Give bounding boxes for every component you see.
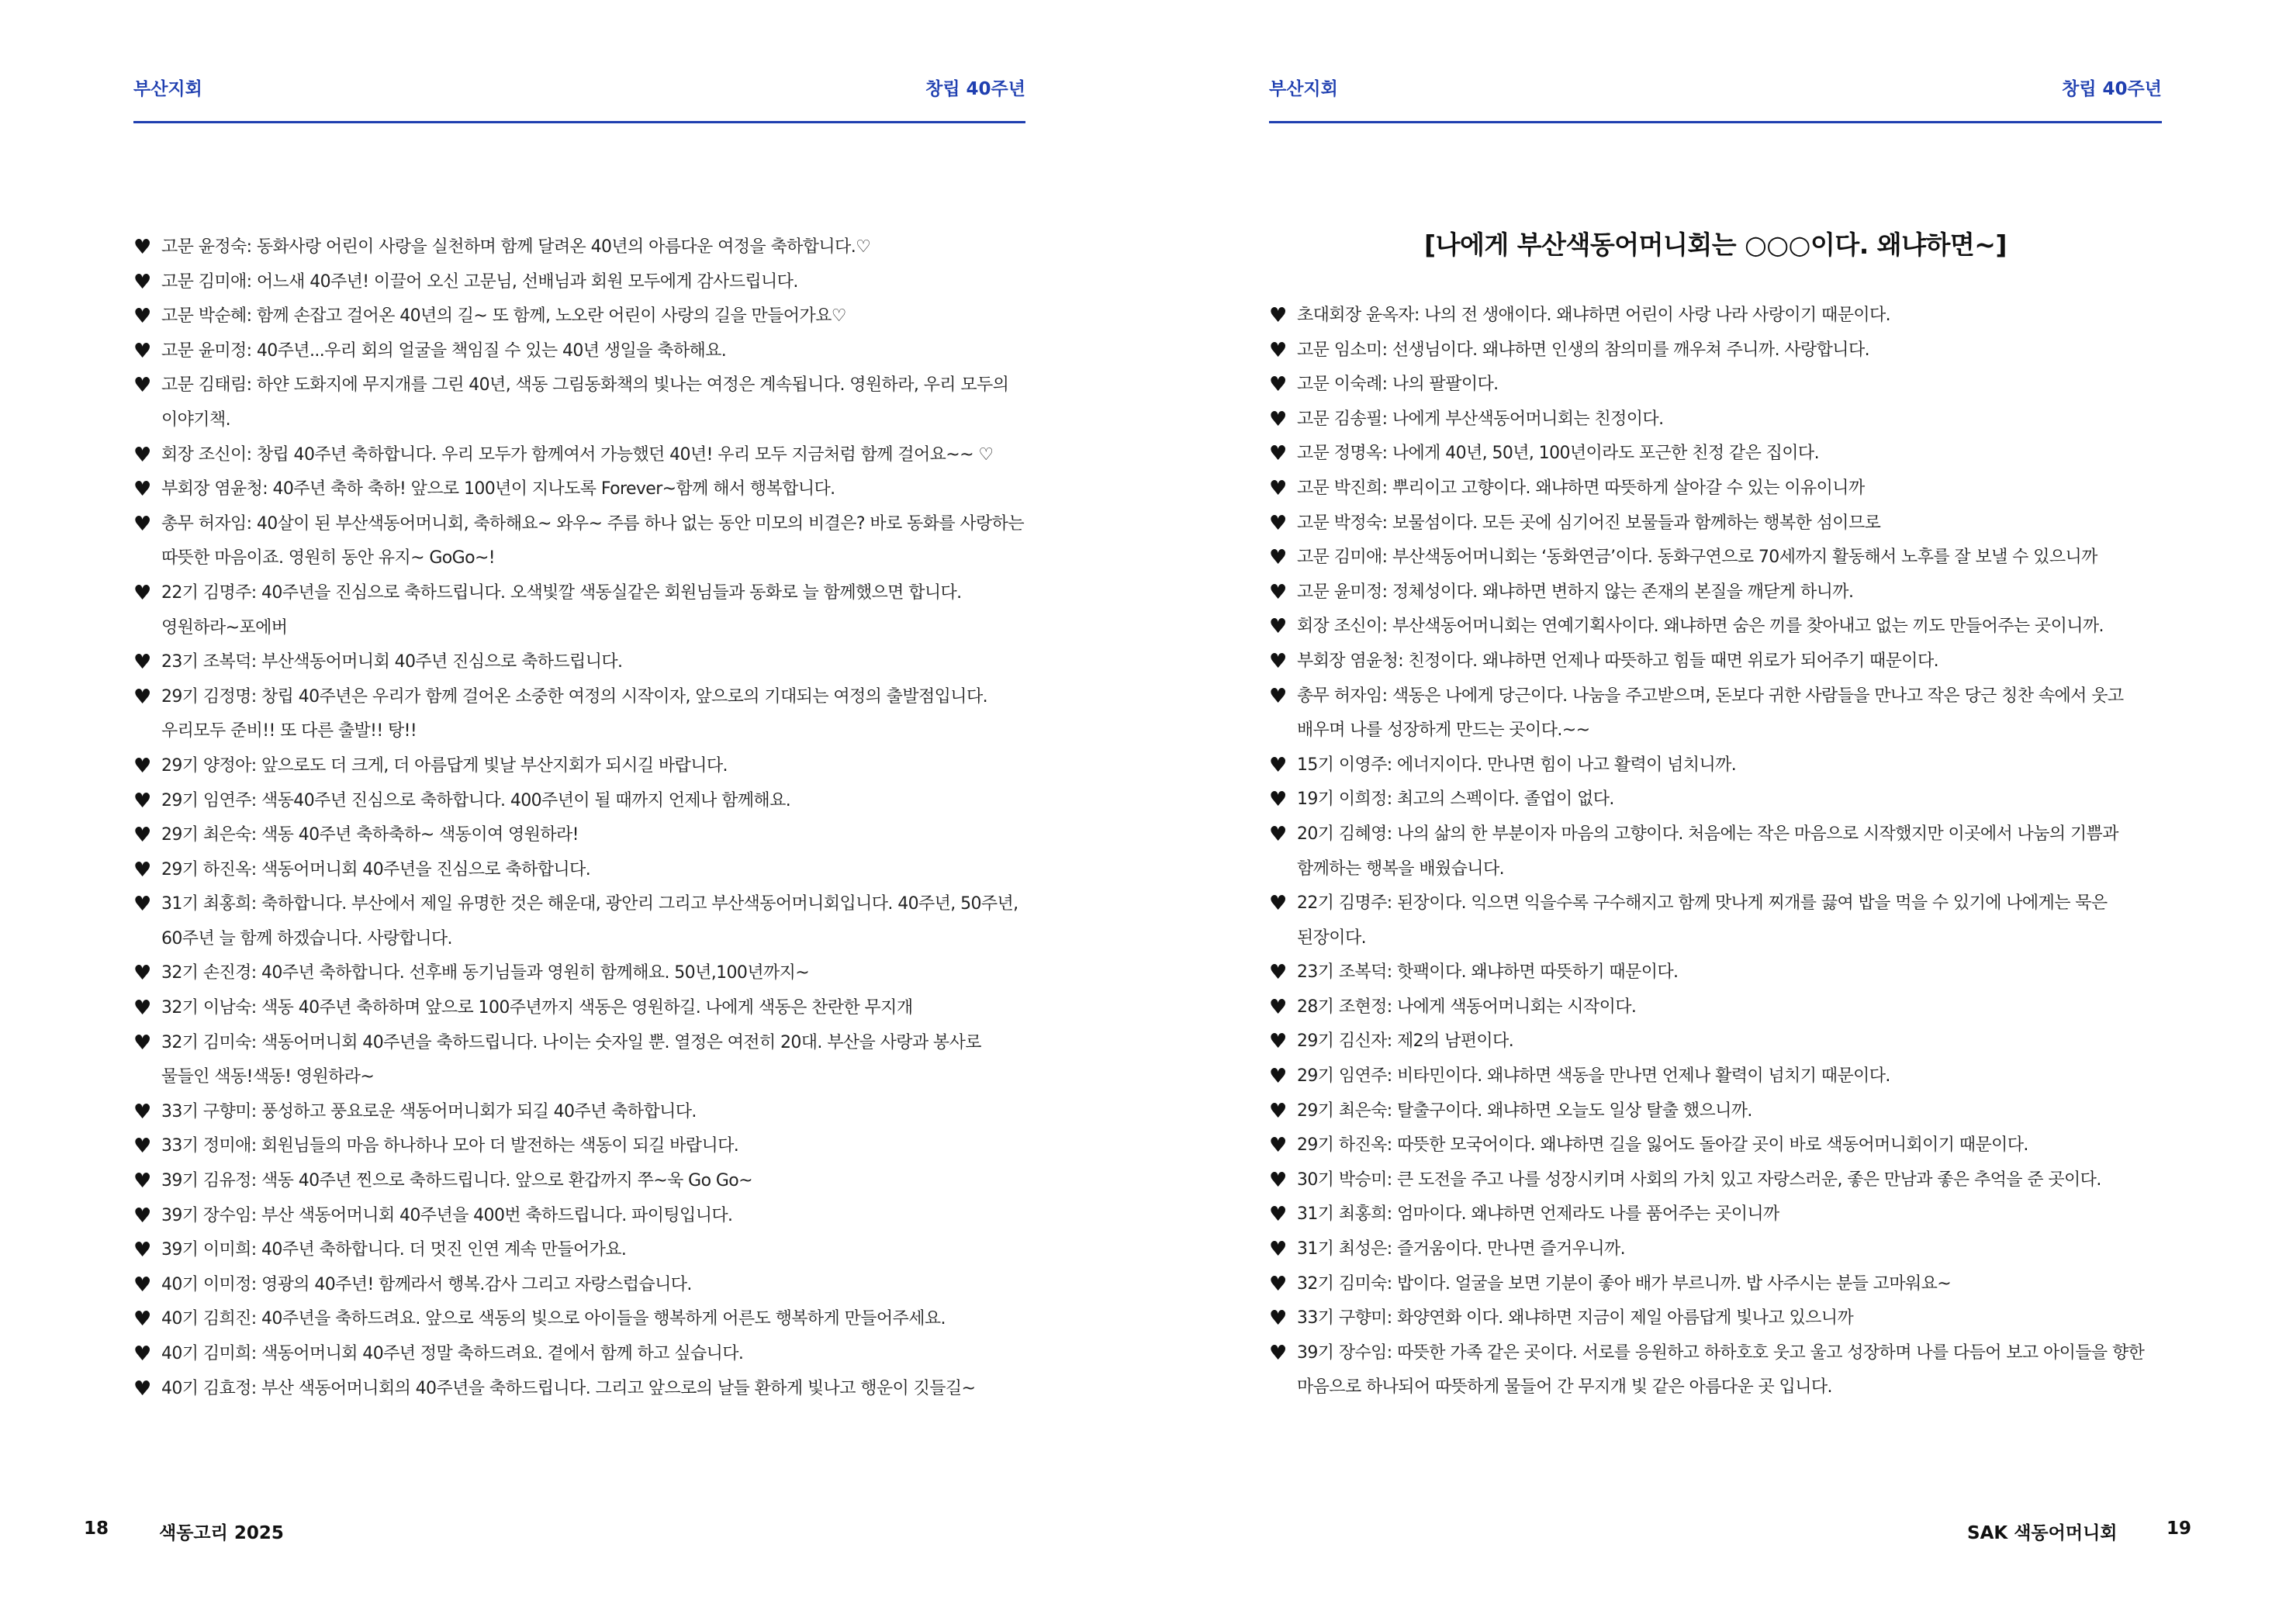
publication-title-right: SAK 색동어머니회	[1967, 1523, 2118, 1543]
heart-icon: ♥	[1269, 476, 1287, 500]
heart-icon: ♥	[1269, 892, 1287, 916]
list-item: ♥ 29기 김신자: 제2의 남편이다.	[1269, 1025, 2169, 1059]
list-item: ♥ 20기 김혜영: 나의 삶의 한 부분이자 마음의 고향이다. 처음에는 작은 마음으로 시작했지만 이곳에서 나눔의 기쁨과 함께하는 행복을 배웠습니다.	[1269, 817, 2169, 886]
heart-icon: ♥	[133, 685, 151, 709]
heart-icon: ♥	[133, 1204, 151, 1228]
list-item: ♥ 부회장 염윤청: 친정이다. 왜냐하면 언제나 따뜻하고 힘들 때면 위로가 되어주기 때문이다.	[1269, 644, 2169, 679]
list-item: ♥ 회장 조신이: 부산색동어머니회는 연예기획사이다. 왜냐하면 숨은 끼를 찾아내고 없는 끼도 만들어주는 곳이니까.	[1269, 610, 2169, 644]
list-item: ♥ 29기 김정명: 창립 40주년은 우리가 함께 걸어온 소중한 여정의 시작이자, 앞으로의 기대되는 여정의 출발점입니다. 우리모두 준비!! 또 다른 출발!! 탕!!	[133, 680, 1029, 749]
list-item: ♥ 40기 김미희: 색동어머니회 40주년 정말 축하드려요. 곁에서 함께 하고 싶습니다.	[133, 1337, 1029, 1372]
list-item: ♥ 고문 김미애: 어느새 40주년! 이끌어 오신 고문님, 선배님과 회원 모두에게 감사드립니다.	[133, 265, 1029, 300]
list-item: ♥ 19기 이희정: 최고의 스펙이다. 졸업이 없다.	[1269, 783, 2169, 817]
heart-icon: ♥	[133, 1239, 151, 1263]
list-item: ♥ 40기 이미정: 영광의 40주년! 함께라서 행복.감사 그리고 자랑스럽습니다.	[133, 1268, 1029, 1303]
list-item: ♥ 40기 김효정: 부산 색동어머니회의 40주년을 축하드립니다. 그리고 앞으로의 날들 환하게 빛나고 행운이 깃들길~	[133, 1372, 1029, 1407]
section-title: [나에게 부산색동어머니회는 ○○○이다. 왜냐하면~]	[1423, 230, 2007, 260]
heart-icon: ♥	[1269, 1134, 1287, 1158]
list-item: ♥ 총무 허자임: 색동은 나에게 당근이다. 나눔을 주고받으며, 돈보다 귀한 사람들을 만나고 작은 당근 칭찬 속에서 웃고 배우며 나를 성장하게 만드는 곳이다.~~	[1269, 679, 2169, 748]
heart-icon: ♥	[1269, 1203, 1287, 1227]
heart-icon: ♥	[1269, 1099, 1287, 1123]
list-item: ♥ 39기 장수임: 부산 색동어머니회 40주년을 400번 축하드립니다. 파이팅입니다.	[133, 1199, 1029, 1234]
heart-icon: ♥	[1269, 822, 1287, 846]
list-item: ♥ 부회장 염윤청: 40주년 축하 축하! 앞으로 100년이 지나도록 Forever~함께 해서 행복합니다.	[133, 472, 1029, 507]
heart-icon: ♥	[1269, 1030, 1287, 1054]
heart-icon: ♥	[133, 651, 151, 675]
heart-icon: ♥	[133, 270, 151, 294]
heart-icon: ♥	[1269, 684, 1287, 708]
list-item: ♥ 23기 조복덕: 핫팩이다. 왜냐하면 따뜻하기 때문이다.	[1269, 955, 2169, 990]
heart-icon: ♥	[133, 1377, 151, 1401]
list-item: ♥ 고문 김미애: 부산색동어머니회는 ‘동화연금’이다. 동화구연으로 70세까지 활동해서 노후를 잘 보낼 수 있으니까	[1269, 541, 2169, 575]
heart-icon: ♥	[1269, 1065, 1287, 1089]
heart-icon: ♥	[1269, 1307, 1287, 1331]
list-item: ♥ 30기 박승미: 큰 도전을 주고 나를 성장시키며 사회의 가치 있고 자랑스러운, 좋은 만남과 좋은 추억을 준 곳이다.	[1269, 1163, 2169, 1198]
list-item: ♥ 29기 최은숙: 탈출구이다. 왜냐하면 오늘도 일상 탈출 했으니까.	[1269, 1094, 2169, 1129]
list-item: ♥ 31기 최홍희: 엄마이다. 왜냐하면 언제라도 나를 품어주는 곳이니까	[1269, 1197, 2169, 1232]
list-item: ♥ 고문 정명옥: 나에게 40년, 50년, 100년이라도 포근한 친정 같은 집이다.	[1269, 437, 2169, 472]
list-item: ♥ 28기 조현정: 나에게 색동어머니회는 시작이다.	[1269, 990, 2169, 1025]
heart-icon: ♥	[133, 997, 151, 1021]
list-item: ♥ 15기 이영주: 에너지이다. 만나면 힘이 나고 활력이 넘치니까.	[1269, 748, 2169, 783]
list-item: ♥ 32기 이남숙: 색동 40주년 축하하며 앞으로 100주년까지 색동은 영원하길. 나에게 색동은 찬란한 무지개	[133, 991, 1029, 1026]
list-item: ♥ 39기 장수임: 따뜻한 가족 같은 곳이다. 서로를 응원하고 하하호호 웃고 울고 성장하며 나를 다듬어 보고 아이들을 향한 마음으로 하나되어 따뜻하게 물들어 간 무지개 빛 같은 아름다운 곳 입니다.	[1269, 1336, 2169, 1405]
list-item: ♥ 29기 하진옥: 따뜻한 모국어이다. 왜냐하면 길을 잃어도 돌아갈 곳이 바로 색동어머니회이기 때문이다.	[1269, 1128, 2169, 1163]
list-item: ♥ 고문 박정숙: 보물섬이다. 모든 곳에 심기어진 보물들과 함께하는 행복한 섬이므로	[1269, 506, 2169, 541]
heart-icon: ♥	[1269, 304, 1287, 327]
running-header	[133, 74, 1025, 123]
list-item: ♥ 29기 최은숙: 색동 40주년 축하축하~ 색동이여 영원하라!	[133, 818, 1029, 853]
list-item: ♥ 고문 윤정숙: 동화사랑 어린이 사랑을 실천하며 함께 달려온 40년의 아름다운 여정을 축하합니다.♡	[133, 230, 1029, 265]
list-item: ♥ 회장 조신이: 창립 40주년 축하합니다. 우리 모두가 함께여서 가능했던 40년! 우리 모두 지금처럼 함께 걸어요~~ ♡	[133, 438, 1029, 473]
heart-icon: ♥	[133, 1308, 151, 1332]
heart-icon: ♥	[1269, 1168, 1287, 1192]
heart-icon: ♥	[133, 1135, 151, 1159]
heart-icon: ♥	[1269, 511, 1287, 535]
message-list	[133, 230, 1029, 1406]
header-anniversary: 창립 40주년	[2062, 79, 2162, 99]
heart-icon: ♥	[133, 962, 151, 986]
heart-icon: ♥	[133, 858, 151, 882]
page-number-left: 18	[84, 1519, 109, 1539]
list-item: ♥ 고문 김송필: 나에게 부산색동어머니회는 친정이다.	[1269, 403, 2169, 437]
heart-icon: ♥	[133, 1031, 151, 1055]
list-item: ♥ 고문 김태림: 하얀 도화지에 무지개를 그린 40년, 색동 그림동화책의 빛나는 여정은 계속됩니다. 영원하라, 우리 모두의 이야기책.	[133, 368, 1029, 437]
list-item: ♥ 33기 정미애: 회원님들의 마음 하나하나 모아 더 발전하는 색동이 되길 바랍니다.	[133, 1129, 1029, 1164]
list-item: ♥ 33기 구향미: 풍성하고 풍요로운 색동어머니회가 되길 40주년 축하합니다.	[133, 1095, 1029, 1130]
publication-title-left: 색동고리 2025	[159, 1523, 284, 1543]
heart-icon: ♥	[133, 789, 151, 813]
list-item: ♥ 고문 윤미정: 40주년...우리 회의 얼굴을 책임질 수 있는 40년 생일을 축하해요.	[133, 334, 1029, 369]
right-page	[1137, 0, 2272, 1624]
list-item: ♥ 총무 허자임: 40살이 된 부산색동어머니회, 축하해요~ 와우~ 주름 하나 없는 동안 미모의 비결은? 바로 동화를 사랑하는 따뜻한 마음이죠. 영원히 동안 유지~ GoGo~!	[133, 507, 1029, 576]
list-item: ♥ 39기 이미희: 40주년 축하합니다. 더 멋진 인연 계속 만들어가요.	[133, 1233, 1029, 1268]
heart-icon: ♥	[1269, 615, 1287, 639]
header-section: 부산지회	[133, 79, 202, 99]
heart-icon: ♥	[133, 478, 151, 502]
heart-icon: ♥	[1269, 995, 1287, 1019]
list-item: ♥ 고문 박순혜: 함께 손잡고 걸어온 40년의 길~ 또 함께, 노오란 어린이 사랑의 길을 만들어가요♡	[133, 299, 1029, 334]
list-item: ♥ 29기 임연주: 색동40주년 진심으로 축하합니다. 400주년이 될 때까지 언제나 함께해요.	[133, 784, 1029, 819]
heart-icon: ♥	[133, 1273, 151, 1297]
heart-icon: ♥	[1269, 961, 1287, 985]
list-item: ♥ 22기 김명주: 40주년을 진심으로 축하드립니다. 오색빛깔 색동실같은 회원님들과 동화로 늘 함께했으면 합니다. 영원하라~포에버	[133, 576, 1029, 645]
heart-icon: ♥	[133, 893, 151, 917]
running-header	[1269, 74, 2162, 123]
heart-icon: ♥	[1269, 1341, 1287, 1365]
heart-icon: ♥	[133, 1100, 151, 1124]
heart-icon: ♥	[1269, 338, 1287, 362]
heart-icon: ♥	[133, 581, 151, 605]
heart-icon: ♥	[1269, 373, 1287, 397]
list-item: ♥ 고문 임소미: 선생님이다. 왜냐하면 인생의 참의미를 깨우쳐 주니까. 사랑합니다.	[1269, 333, 2169, 368]
heart-icon: ♥	[133, 374, 151, 398]
list-item: ♥ 고문 윤미정: 정체성이다. 왜냐하면 변하지 않는 존재의 본질을 깨닫게 하니까.	[1269, 575, 2169, 610]
list-item: ♥ 22기 김명주: 된장이다. 익으면 익을수록 구수해지고 함께 맛나게 찌개를 끓여 밥을 먹을 수 있기에 나에게는 묵은 된장이다.	[1269, 886, 2169, 955]
list-item: ♥ 29기 하진옥: 색동어머니회 40주년을 진심으로 축하합니다.	[133, 853, 1029, 888]
heart-icon: ♥	[1269, 649, 1287, 673]
list-item: ♥ 29기 임연주: 비타민이다. 왜냐하면 색동을 만나면 언제나 활력이 넘치기 때문이다.	[1269, 1059, 2169, 1094]
heart-icon: ♥	[1269, 1238, 1287, 1262]
page-number-right: 19	[2167, 1519, 2192, 1539]
heart-icon: ♥	[133, 305, 151, 329]
list-item: ♥ 32기 손진경: 40주년 축하합니다. 선후배 동기님들과 영원히 함께해요. 50년,100년까지~	[133, 956, 1029, 991]
list-item: ♥ 고문 이숙례: 나의 팔팔이다.	[1269, 368, 2169, 403]
heart-icon: ♥	[133, 1342, 151, 1366]
list-item: ♥ 40기 김희진: 40주년을 축하드려요. 앞으로 색동의 빛으로 아이들을 행복하게 어른도 행복하게 만들어주세요.	[133, 1302, 1029, 1337]
heart-icon: ♥	[1269, 1272, 1287, 1296]
list-item: ♥ 39기 김유정: 색동 40주년 찐으로 축하드립니다. 앞으로 환갑까지 쭈~욱 Go Go~	[133, 1164, 1029, 1199]
list-item: ♥ 33기 구향미: 화양연화 이다. 왜냐하면 지금이 제일 아름답게 빛나고 있으니까	[1269, 1301, 2169, 1336]
list-item: ♥ 고문 박진희: 뿌리이고 고향이다. 왜냐하면 따뜻하게 살아갈 수 있는 이유이니까	[1269, 472, 2169, 506]
heart-icon: ♥	[1269, 407, 1287, 431]
heart-icon: ♥	[133, 339, 151, 363]
answer-list	[1269, 299, 2169, 1405]
heart-icon: ♥	[1269, 788, 1287, 812]
heart-icon: ♥	[133, 443, 151, 467]
list-item: ♥ 29기 양정아: 앞으로도 더 크게, 더 아름답게 빛날 부산지회가 되시길 바랍니다.	[133, 749, 1029, 784]
heart-icon: ♥	[133, 1170, 151, 1194]
header-section: 부산지회	[1269, 79, 1338, 99]
heart-icon: ♥	[133, 754, 151, 778]
heart-icon: ♥	[1269, 753, 1287, 777]
heart-icon: ♥	[1269, 442, 1287, 466]
heart-icon: ♥	[133, 236, 151, 259]
list-item: ♥ 32기 김미숙: 색동어머니회 40주년을 축하드립니다. 나이는 숫자일 뿐. 열정은 여전히 20대. 부산을 사랑과 봉사로 물들인 색동!색동! 영원하라~	[133, 1026, 1029, 1095]
list-item: ♥ 31기 최홍희: 축하합니다. 부산에서 제일 유명한 것은 해운대, 광안리 그리고 부산색동어머니회입니다. 40주년, 50주년, 60주년 늘 함께 하겠습니다. 사랑합니다.	[133, 887, 1029, 956]
header-anniversary: 창립 40주년	[925, 79, 1025, 99]
heart-icon: ♥	[1269, 580, 1287, 604]
heart-icon: ♥	[133, 512, 151, 536]
heart-icon: ♥	[133, 824, 151, 848]
heart-icon: ♥	[1269, 546, 1287, 570]
list-item: ♥ 초대회장 윤옥자: 나의 전 생애이다. 왜냐하면 어린이 사랑 나라 사랑이기 때문이다.	[1269, 299, 2169, 333]
list-item: ♥ 32기 김미숙: 밥이다. 얼굴을 보면 기분이 좋아 배가 부르니까. 밥 사주시는 분들 고마워요~	[1269, 1267, 2169, 1302]
list-item: ♥ 31기 최성은: 즐거움이다. 만나면 즐거우니까.	[1269, 1232, 2169, 1267]
list-item: ♥ 23기 조복덕: 부산색동어머니회 40주년 진심으로 축하드립니다.	[133, 645, 1029, 680]
